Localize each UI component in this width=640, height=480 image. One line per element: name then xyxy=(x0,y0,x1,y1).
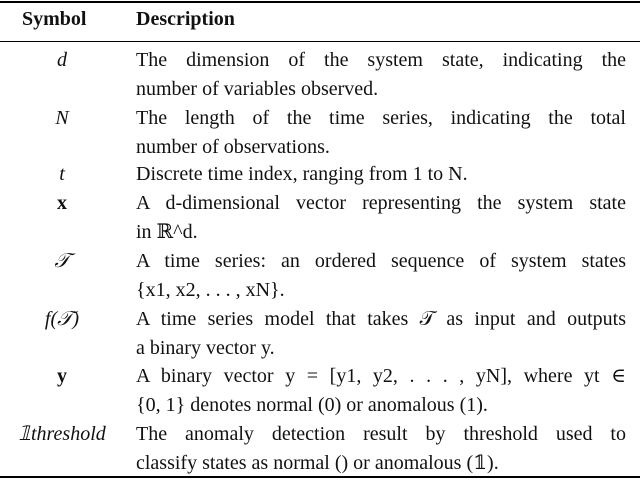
description-line: a binary vector y. xyxy=(136,337,275,359)
description-cell xyxy=(136,420,626,478)
description-cell xyxy=(136,247,626,305)
description-cell xyxy=(136,305,626,363)
description-line: classify states as normal () or anomalous (𝟙). xyxy=(136,452,499,474)
description-line: The length of the time series, indicating the total xyxy=(136,107,626,129)
description-line: The anomaly detection result by threshold used to xyxy=(136,423,626,445)
symbol-cell: N xyxy=(55,107,69,129)
description-cell xyxy=(136,189,626,247)
description-line: {x1, x2, . . . , xN}. xyxy=(136,279,285,301)
symbol-cell: y xyxy=(57,365,67,387)
description-line: {0, 1} denotes normal (0) or anomalous (1). xyxy=(136,394,488,416)
header-rule xyxy=(0,41,640,42)
description-line: The dimension of the system state, indicating the xyxy=(136,49,626,71)
top-rule xyxy=(0,1,640,3)
description-line: Discrete time index, ranging from 1 to N. xyxy=(136,163,468,185)
description-cell xyxy=(136,46,626,104)
description-line: A time series model that takes 𝒯 as input and outputs xyxy=(136,308,626,330)
header-description: Description xyxy=(136,8,235,30)
description-line: A time series: an ordered sequence of system states xyxy=(136,250,626,272)
description-cell xyxy=(136,104,626,162)
description-line: A d-dimensional vector representing the system state xyxy=(136,192,626,214)
symbol-cell: 𝟙threshold xyxy=(18,423,106,445)
bottom-rule xyxy=(0,476,640,478)
description-cell xyxy=(136,362,626,420)
description-line: number of observations. xyxy=(136,136,330,158)
description-line: number of variables observed. xyxy=(136,78,379,100)
description-cell xyxy=(136,160,626,189)
description-line: in ℝ^d. xyxy=(136,221,198,243)
symbol-cell: 𝒯 xyxy=(54,250,70,272)
header-symbol: Symbol xyxy=(22,8,87,30)
description-line: A binary vector y = [y1, y2, . . . , yN], where yt ∈ xyxy=(136,365,626,387)
symbol-cell: d xyxy=(57,49,67,71)
symbol-cell: f(𝒯) xyxy=(44,308,80,330)
symbol-cell: t xyxy=(59,163,65,185)
symbol-cell: x xyxy=(57,192,67,214)
